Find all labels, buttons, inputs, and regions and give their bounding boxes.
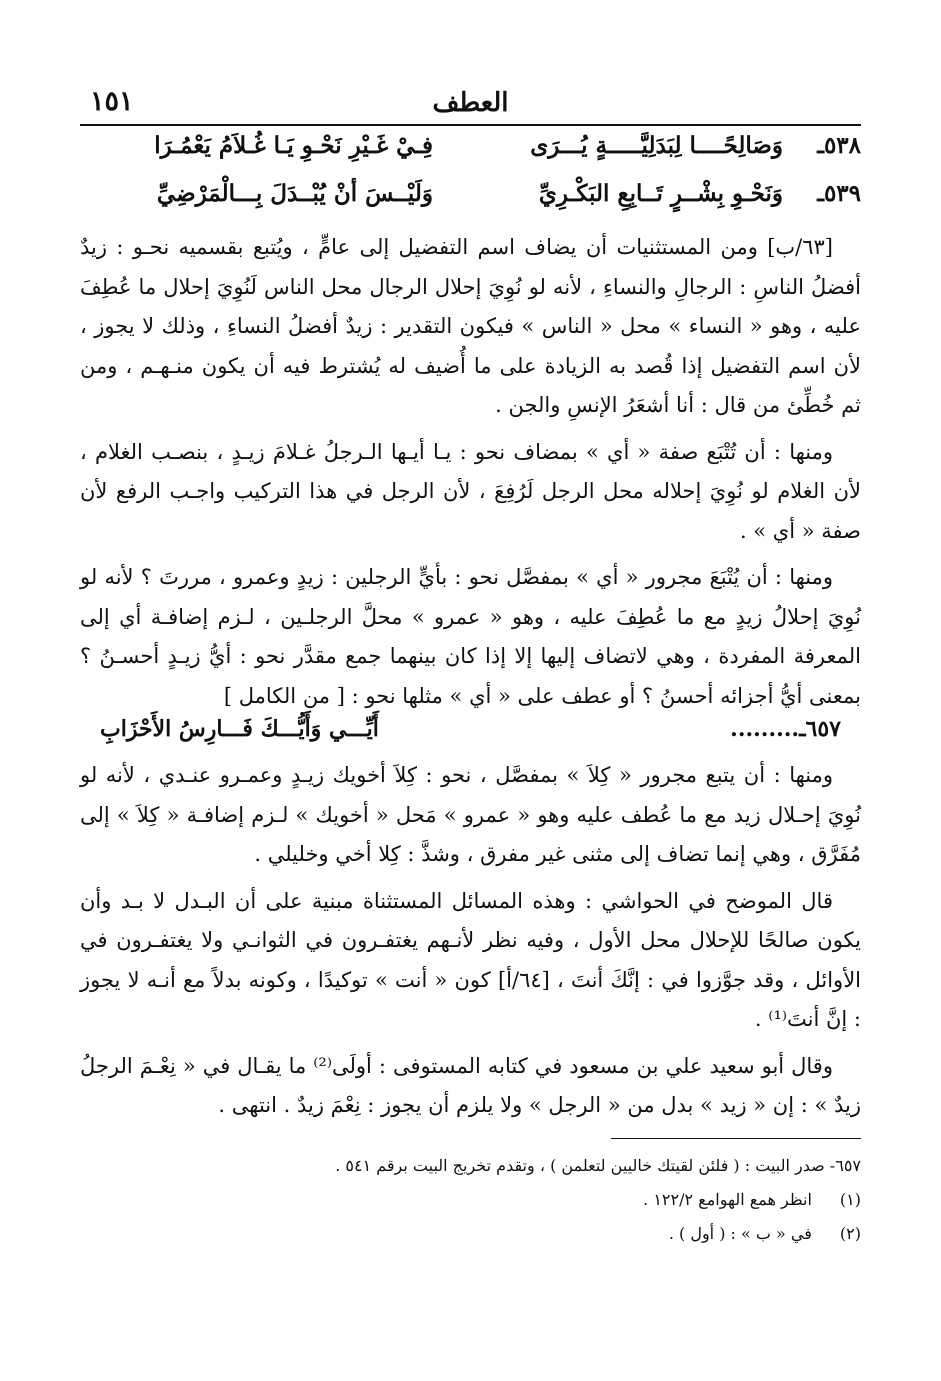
verse-line	[80, 180, 861, 228]
body-paragraph: ومنها : أن يُتْبَعَ مجرور « أي » بمفصَّل نحو : بأيٍّ الرجلين : زيدٍ وعمرو ، مررتَ ؟ لأنه لو نُوِيَ إحلالُ زيدٍ مع ما عُطِفَ عليه ، وهو « عمرو » محلَّ الرجلـين ، لـزم إضافـة أي إلى المعرفة المفردة ، وهي لاتضاف إليها إلا إذا كان بينهما جمع مقدَّر نحو : أيُّ زيـدٍ أحسـنُ ؟ بمعنى أيُّ أجزائه أحسنُ ؟ أو عطف على « أي » مثلها نحو : [ من الكامل ]	[80, 565, 861, 708]
footnote-divider	[611, 1138, 861, 1139]
verse-number: ٥٣٩ـ	[817, 180, 861, 207]
footnote-text: في « ب » : ( أول ) .	[668, 1223, 812, 1243]
footnote	[80, 1149, 861, 1183]
footnote-text: ٦٥٧- صدر البيت : ( فلئن لقيتك خاليين لتعلمن ) ، وتقدم تخريج البيت برقم ٥٤١ .	[335, 1155, 861, 1175]
body-paragraph: ومنها : أن تُتْبَع صفة « أي » بمضاف نحو : يـا أيـها الـرجلُ غـلامَ زيـدٍ ، بنصـب الغلام ، لأن الغلام لو نُوِيَ إحلاله محل الرجل لَرُفِعَ ، لأن الرجل في هذا التركيب واجـب الرفع لأن صفة « أي » .	[80, 439, 861, 543]
page-header	[80, 80, 861, 126]
verse-block	[80, 132, 861, 228]
body-paragraph: قال الموضح في الحواشي : وهذه المسائل المستثناة مبنية على أن البـدل لا بـد وأن يكون صالحًا للإحلال محل الأول ، وفيه نظر لأنـهم يغتفـرون في الثوانـي ولا يغتفـرون في الأوائل ، وقد جوَّزوا في : إنَّكَ أنتَ ، [٦٤/أ] كون « أنت » توكيدًا ، وكونه بدلاً مع أنـه لا يجوز : إنَّ أنتَ⁽¹⁾ .	[80, 888, 862, 1031]
footnote-text: انظر همع الهوامع ١٢٢/٢ .	[643, 1189, 812, 1209]
footnotes	[80, 1149, 861, 1251]
verse-line	[80, 132, 861, 180]
body-paragraph: [٦٣/ب] ومن المستثنيات أن يضاف اسم التفضيل إلى عامٍّ ، ويُتبع بقسميه نحـو : زيدٌ أفضلُ الناسِ : الرجالِ والنساءِ ، لأنه لو نُوِيَ إحلال الرجال محل الناس لَنُوِيَ إحلال ما عُطِفَ عليه ، وهو « النساء » محل « الناس » فيكون التقدير : زيدٌ أفضلُ النساءِ ، وذلك لا يجوز ، لأن اسم التفضيل إذا قُصد به الزيادة على ما أُضيف له يُشترط فيه أن يكون منـهـم ، ومن ثم خُطِّئ من قال : أنا أشعَرُ الإنسِ والجن .	[80, 235, 861, 417]
poem-citation	[80, 716, 861, 756]
body-paragraph: ومنها : أن يتبع مجرور « كِلاَ » بمفصَّل ، نحو : كِلاَ أخويك زيـدٍ وعمـرو عنـدي ، لأنه لو نُوِيَ إحـلال زيد مع ما عُطف عليه وهو « عمرو » مَحل « أخويك » لـزم إضافـة « كِلاَ » إلى مُفَرَّق ، وهي إنما تضاف إلى مثنى غير مفرق ، وشذَّ : كِلا أخي وخليلي .	[80, 763, 861, 866]
poem-number: ٦٥٧ـ.........	[730, 716, 841, 742]
verse-first-hemistich: وَصَالِحًــــا لِبَدَلِيَّـــــةٍ يُـــرَى	[530, 132, 783, 159]
verse-second-hemistich: فِـيْ غَـيْرِ نَحْـوِ يَـا غُـلاَمُ يَعْمُـرَا	[154, 132, 433, 159]
footnote	[80, 1183, 861, 1217]
verse-number: ٥٣٨ـ	[817, 132, 861, 159]
footnote-marker: (٢)	[839, 1223, 861, 1243]
verse-first-hemistich: وَنَحْـوِ بِشْــرٍ تَــابِعِ البَكْـرِيِّ	[538, 180, 783, 207]
footnote-marker: (١)	[839, 1189, 861, 1209]
body-paragraph: وقال أبو سعيد علي بن مسعود في كتابه المستوفى : أولَى⁽²⁾ ما يقـال في « نِعْـمَ الرجلُ زيدٌ » : إن « زيد » بدل من « الرجل » ولا يلزم أن يجوز : نِعْمَ زيدٌ . انتهى .	[80, 1053, 861, 1117]
footnote	[80, 1217, 861, 1251]
page-number: ١٥١	[90, 86, 134, 117]
running-title: العطف	[432, 88, 509, 118]
poem-hemistich: أَيِّـــي وَأَيُّـــكَ فَـــارِسُ الأَحْزَابِ	[100, 716, 379, 742]
verse-second-hemistich: وَلَيْــسَ أنْ يُبْــدَلَ بِـــالْمَرْضِيِّ	[156, 180, 433, 207]
